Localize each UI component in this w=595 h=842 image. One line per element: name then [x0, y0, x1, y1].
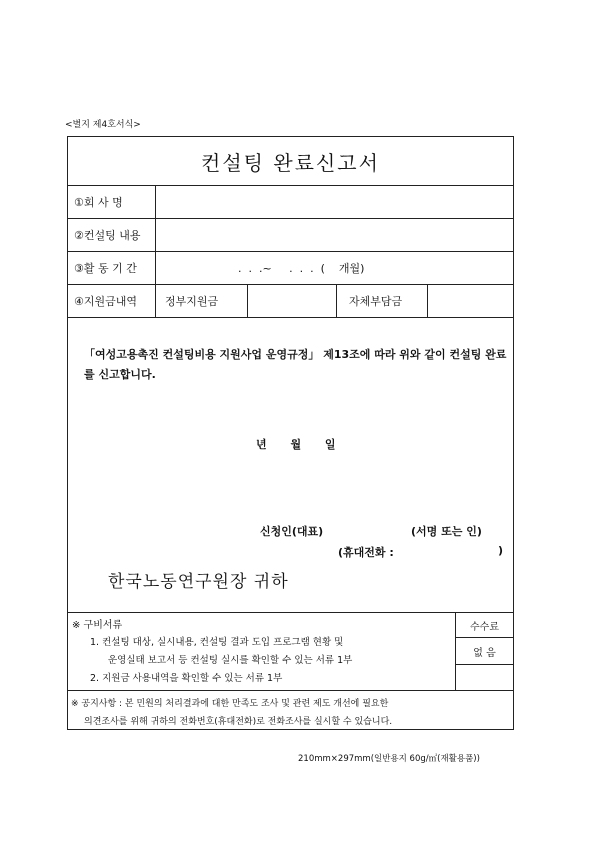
documents-title: ※ 구비서류 — [72, 620, 123, 631]
phone-close: ) — [498, 544, 504, 557]
notice-line: ※ 공지사항 : 본 민원의 처리결과에 대한 만족도 조사 및 관련 제도 개선에 필요한 — [71, 699, 389, 709]
gov-support-field[interactable] — [247, 285, 336, 317]
fee-header: 수수료 — [456, 613, 513, 638]
notice — [71, 695, 511, 731]
signature-label[interactable]: (서명 또는 인) — [411, 525, 482, 538]
support-label: ④지원금내역 — [68, 285, 156, 317]
period-label: ③활 동 기 간 — [68, 252, 156, 284]
form-number-label: <별지 제4호서식> — [65, 120, 141, 130]
content-row — [68, 219, 513, 252]
self-pay-label: 자체부담금 — [336, 285, 427, 317]
period-field[interactable] — [156, 252, 513, 284]
applicant-label: 신청인(대표) — [260, 525, 324, 538]
document-item: 1. 컨설팅 대상, 실시내용, 컨설팅 결과 도입 프로그램 현황 및 — [90, 637, 344, 648]
company-label: ①회 사 명 — [68, 186, 156, 218]
gov-support-label: 정부지원금 — [165, 295, 219, 308]
document-item: 운영실태 보고서 등 컨설팅 실시를 확인할 수 있는 서류 1부 — [108, 655, 353, 666]
content-field[interactable] — [156, 219, 513, 251]
self-pay-field[interactable] — [427, 285, 513, 317]
company-field[interactable] — [156, 186, 513, 218]
fee-box — [455, 613, 513, 690]
form-title: 컨설팅 완료신고서 — [68, 137, 513, 186]
company-row — [68, 186, 513, 219]
period-value: . . .~ . . . ( 개월) — [238, 262, 365, 275]
form-frame — [67, 136, 514, 730]
required-documents-section — [68, 612, 513, 691]
declaration-text: 「여성고용촉진 컨설팅비용 지원사업 운영규정」 제13조에 따라 위와 같이 컨설팅 완료를 신고합니다. — [84, 348, 507, 381]
phone-label[interactable]: (휴대전화 : — [338, 546, 394, 559]
fee-value: 없 음 — [456, 638, 513, 665]
paper-spec: 210mm×297mm(일반용지 60g/㎡(재활용품)) — [298, 754, 480, 764]
content-label: ②컨설팅 내용 — [68, 219, 156, 251]
period-row — [68, 252, 513, 285]
date-line[interactable]: 년 월 일 — [256, 438, 336, 451]
support-row — [68, 285, 513, 318]
document-item: 2. 지원금 사용내역을 확인할 수 있는 서류 1부 — [90, 673, 283, 684]
notice-line: 의견조사를 위해 귀하의 전화번호(휴대전화)로 전화조사를 실시할 수 있습니다. — [84, 717, 393, 727]
recipient: 한국노동연구원장 귀하 — [108, 572, 289, 592]
